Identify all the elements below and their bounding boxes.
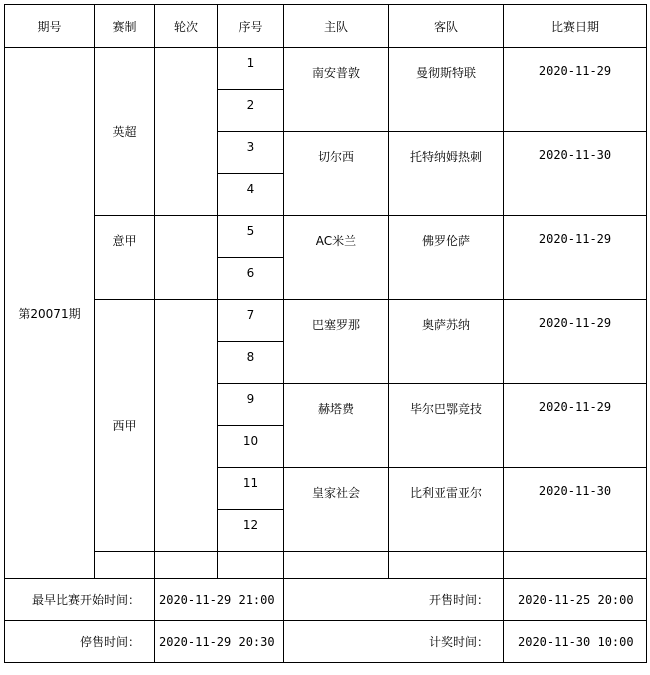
schedule-table [4,4,647,663]
empty-row [5,552,647,579]
sale-open-label: 开售时间： [284,579,504,621]
header-away: 客队 [389,5,504,48]
away-team-cell: 托特纳姆热刺 [389,132,504,216]
home-team-cell: 南安普敦 [284,48,389,132]
header-issue: 期号 [5,5,95,48]
home-team-cell: 巴塞罗那 [284,300,389,384]
away-team-cell: 曼彻斯特联 [389,48,504,132]
header-date: 比赛日期 [504,5,647,48]
header-competition: 赛制 [95,5,155,48]
match-date-cell: 2020-11-29 [504,216,647,300]
earliest-start-value: 2020-11-29 21:00 [155,579,284,621]
number-cell: 4 [218,174,284,216]
number-cell: 6 [218,258,284,300]
number-cell: 9 [218,384,284,426]
table-row [5,48,647,90]
number-cell: 12 [218,510,284,552]
home-team-cell: 赫塔费 [284,384,389,468]
number-cell: 7 [218,300,284,342]
away-team-cell: 毕尔巴鄂竞技 [389,384,504,468]
away-team-cell: 比利亚雷亚尔 [389,468,504,552]
sale-open-value: 2020-11-25 20:00 [504,579,647,621]
issue-cell: 第20071期 [5,48,95,579]
match-date-cell: 2020-11-29 [504,384,647,468]
number-cell: 11 [218,468,284,510]
empty-cell [95,552,155,579]
number-cell: 3 [218,132,284,174]
away-team-cell: 佛罗伦萨 [389,216,504,300]
header-row [5,5,647,48]
header-home: 主队 [284,5,389,48]
number-cell: 5 [218,216,284,258]
prize-time-value: 2020-11-30 10:00 [504,621,647,663]
prize-time-label: 计奖时间： [284,621,504,663]
header-number: 序号 [218,5,284,48]
round-cell [155,48,218,216]
match-date-cell: 2020-11-29 [504,48,647,132]
match-date-cell: 2020-11-29 [504,300,647,384]
round-cell [155,216,218,300]
header-round: 轮次 [155,5,218,48]
empty-cell [155,552,218,579]
match-date-cell: 2020-11-30 [504,132,647,216]
match-date-cell: 2020-11-30 [504,468,647,552]
number-cell: 10 [218,426,284,468]
number-cell: 2 [218,90,284,132]
competition-cell: 英超 [95,48,155,216]
table-row [5,216,647,258]
away-team-cell: 奥萨苏纳 [389,300,504,384]
round-cell [155,300,218,552]
competition-cell: 意甲 [95,216,155,300]
home-team-cell: 皇家社会 [284,468,389,552]
footer-row [5,579,647,621]
number-cell: 1 [218,48,284,90]
sale-stop-label: 停售时间： [5,621,155,663]
home-team-cell: 切尔西 [284,132,389,216]
competition-cell: 西甲 [95,300,155,552]
empty-cell [218,552,284,579]
sale-stop-value: 2020-11-29 20:30 [155,621,284,663]
empty-cell [504,552,647,579]
empty-cell [389,552,504,579]
table-row [5,300,647,342]
empty-cell [284,552,389,579]
home-team-cell: AC米兰 [284,216,389,300]
earliest-start-label: 最早比赛开始时间： [5,579,155,621]
number-cell: 8 [218,342,284,384]
footer-row [5,621,647,663]
